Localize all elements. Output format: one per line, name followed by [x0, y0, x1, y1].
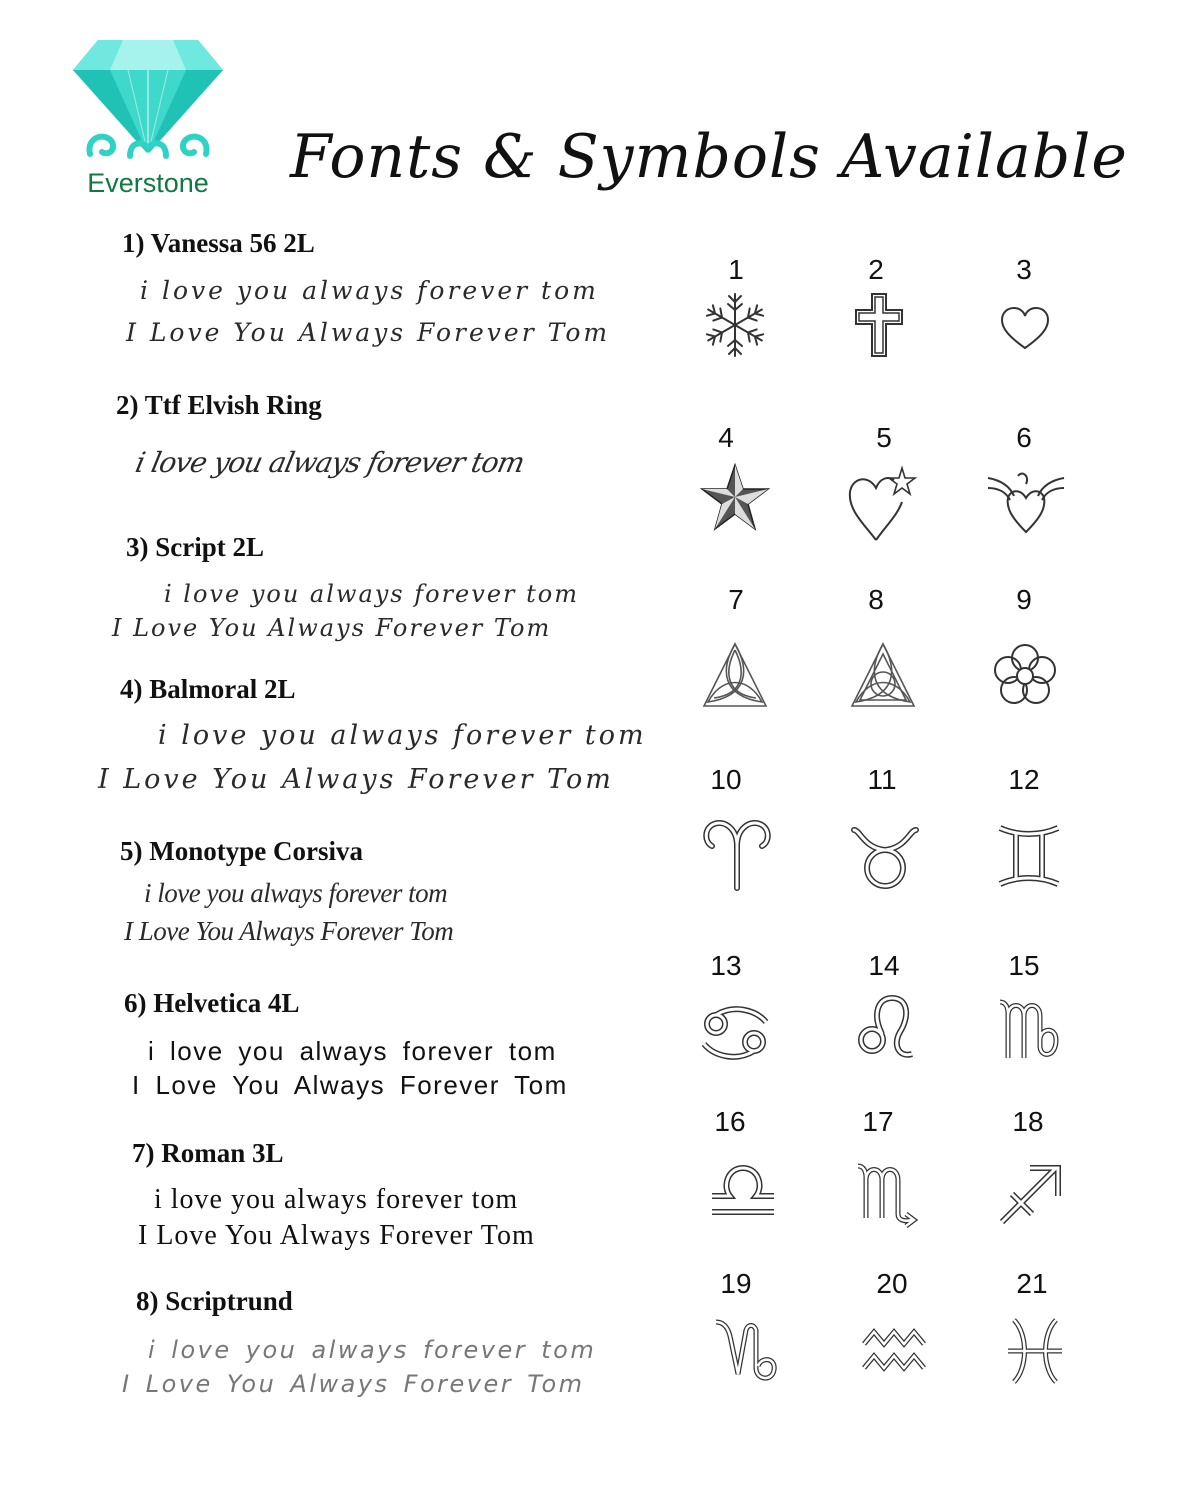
- font-sample-line2: I Love You Always Forever Tom: [124, 916, 454, 946]
- font-name-vanessa: 1) Vanessa 56 2L: [122, 228, 315, 258]
- symbol-number: 2: [868, 254, 884, 285]
- symbol-number: 19: [720, 1268, 752, 1299]
- symbol-number: 8: [868, 584, 884, 615]
- snowflake-icon: [700, 290, 770, 360]
- brand-name: Everstone: [87, 168, 209, 198]
- nautical-star-icon: [700, 462, 770, 532]
- font-name-roman: 7) Roman 3L: [132, 1138, 284, 1168]
- symbol-number: 9: [1016, 584, 1032, 615]
- symbol-number: 16: [714, 1106, 746, 1137]
- taurus-icon: [850, 822, 920, 892]
- symbol-number: 21: [1016, 1268, 1048, 1299]
- virgo-icon: [996, 994, 1066, 1064]
- triquetra-icon: [700, 640, 770, 710]
- symbol-number: 7: [728, 584, 744, 615]
- sagittarius-icon: [996, 1160, 1066, 1230]
- symbol-number: 14: [868, 950, 900, 981]
- symbol-number: 3: [1016, 254, 1032, 285]
- symbol-number: 6: [1016, 422, 1032, 453]
- symbol-number: 10: [710, 764, 742, 795]
- font-sample-line2: I Love You Always Forever Tom: [132, 1070, 568, 1100]
- celtic-knot-triangle-icon: [848, 640, 918, 710]
- aries-icon: [702, 818, 772, 888]
- flower-icon: [990, 640, 1060, 710]
- font-sample-line2: I Love You Always Forever Tom: [126, 318, 611, 347]
- font-sample-line2: I Love You Always Forever Tom: [112, 614, 552, 642]
- symbol-number: 18: [1012, 1106, 1044, 1137]
- heart-icon: [990, 296, 1060, 366]
- gemini-icon: [994, 822, 1064, 892]
- page-title: Fonts & Symbols Available: [290, 122, 1128, 192]
- font-sample-line1: i love you always forever tom: [148, 1336, 597, 1364]
- font-sample-line1: i love you always forever tom: [164, 580, 579, 608]
- font-sample-line1: i love you always forever tom: [148, 1036, 557, 1066]
- font-sample-line1: i love you always forever tom: [132, 446, 527, 479]
- symbol-number: 4: [718, 422, 734, 453]
- tribal-heart-icon: [986, 466, 1056, 536]
- font-name-scriptrund: 8) Scriptrund: [136, 1286, 293, 1316]
- symbol-number: 20: [876, 1268, 908, 1299]
- leo-icon: [852, 994, 922, 1064]
- libra-icon: [708, 1156, 778, 1226]
- font-name-balmoral: 4) Balmoral 2L: [120, 674, 296, 704]
- font-name-helvetica: 6) Helvetica 4L: [124, 988, 300, 1018]
- symbol-number: 5: [876, 422, 892, 453]
- symbol-number: 13: [710, 950, 742, 981]
- font-sample-line1: i love you always forever tom: [158, 720, 647, 751]
- font-sample-line2: I Love You Always Forever Tom: [98, 764, 614, 795]
- font-name-script: 3) Script 2L: [126, 532, 264, 562]
- font-sample-line1: i love you always forever tom: [144, 878, 448, 908]
- aquarius-icon: [860, 1322, 930, 1392]
- symbol-number: 17: [862, 1106, 894, 1137]
- cancer-icon: [700, 998, 770, 1068]
- symbol-number: 11: [867, 764, 897, 795]
- font-name-corsiva: 5) Monotype Corsiva: [120, 836, 363, 866]
- scorpio-icon: [854, 1158, 924, 1228]
- font-sample-line1: i love you always forever tom: [140, 276, 599, 305]
- heart-with-star-icon: [846, 466, 916, 536]
- font-sample-line2: I Love You Always Forever Tom: [122, 1370, 585, 1398]
- font-sample-line2: I Love You Always Forever Tom: [138, 1220, 535, 1251]
- pisces-icon: [1000, 1316, 1070, 1386]
- symbol-number: 12: [1008, 764, 1040, 795]
- font-name-elvish: 2) Ttf Elvish Ring: [116, 390, 322, 420]
- capricorn-icon: [712, 1316, 782, 1386]
- font-sample-line1: i love you always forever tom: [154, 1184, 519, 1215]
- cross-icon: [844, 290, 914, 360]
- symbol-number: 15: [1008, 950, 1040, 981]
- symbol-number: 1: [728, 254, 744, 285]
- diamond-logo-icon: [68, 36, 228, 176]
